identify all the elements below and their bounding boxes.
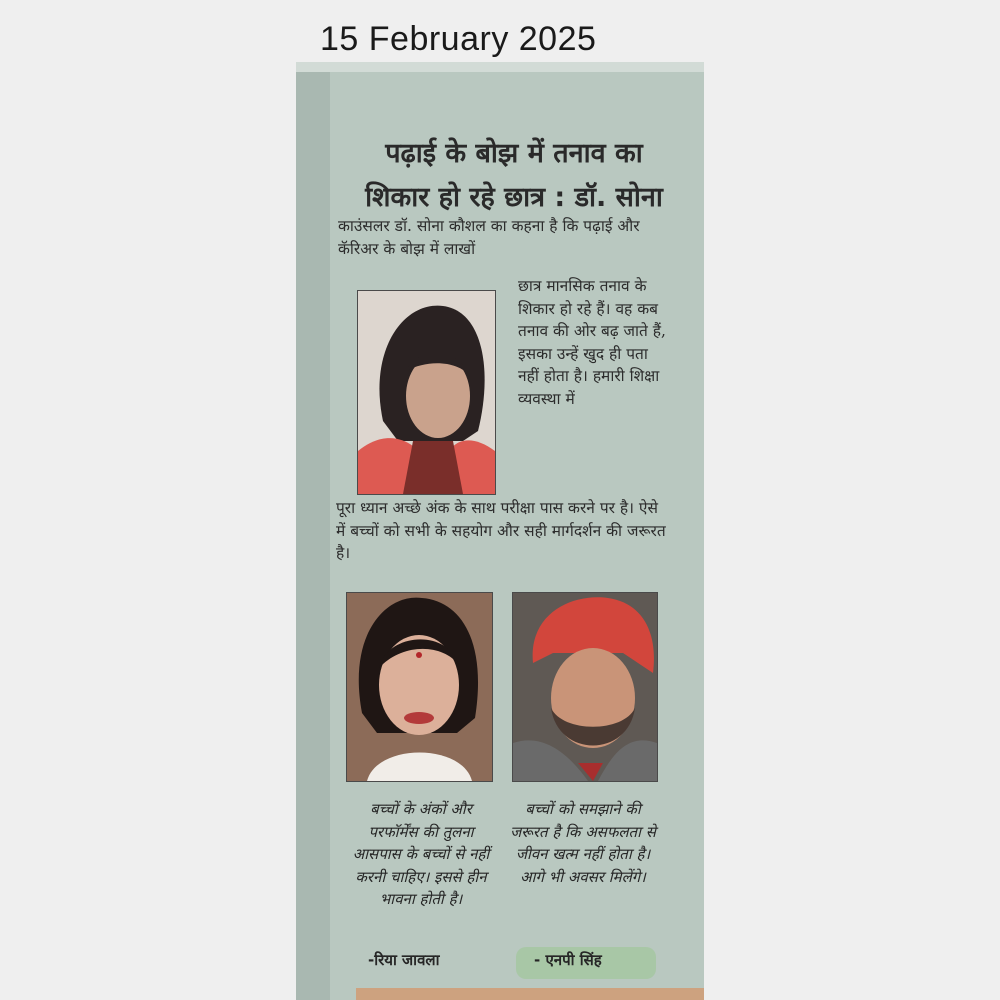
portrait-dr-sona-image (358, 291, 495, 494)
article-paragraph-3: पूरा ध्यान अच्छे अंक के साथ परीक्षा पास करने पर है। ऐसे में बच्चों को सभी के सहयोग और सही मार्गदर्शन की जरूरत है। (336, 499, 666, 562)
headline-line-2: शिकार हो रहे छात्र : डॉ. सोना (365, 182, 663, 213)
article-paragraph-2: छात्र मानसिक तनाव के शिकार हो रहे हैं। वह कब तनाव की ओर बढ़ जाते हैं, इसका उन्हें खुद ही पता नहीं होता है। हमारी शिक्षा व्यवस्था में (518, 277, 666, 408)
quote-riya-javla: बच्चों के अंकों और परफॉर्मेंस की तुलना आसपास के बच्चों से नहीं करनी चाहिए। इससे हीन भावना होती है। (352, 800, 490, 908)
portrait-riya-javla-photo (346, 592, 493, 782)
date-label: 15 February 2025 (320, 20, 597, 58)
portrait-riya-javla-image (347, 593, 492, 781)
paper-bottom-edge (356, 988, 704, 1000)
portrait-np-singh-photo (512, 592, 658, 782)
portrait-dr-sona-photo (357, 290, 496, 495)
credit-np-singh: - एनपी सिंह (534, 951, 602, 969)
paper-top-edge (296, 62, 704, 72)
headline-line-1: पढ़ाई के बोझ में तनाव का (385, 138, 643, 169)
credit-riya-javla: -रिया जावला (368, 951, 440, 969)
article-headline (344, 132, 684, 220)
newspaper-clipping (296, 62, 704, 1000)
paper-fold-shadow (296, 62, 330, 1000)
portrait-np-singh-image (513, 593, 657, 781)
quote-np-singh: बच्चों को समझाने की जरूरत है कि असफलता से जीवन खत्म नहीं होता है। आगे भी अवसर मिलेंगे। (510, 800, 656, 886)
article-paragraph-1: काउंसलर डॉ. सोना कौशल का कहना है कि पढ़ाई और कॅरिअर के बोझ में लाखों (338, 217, 640, 258)
